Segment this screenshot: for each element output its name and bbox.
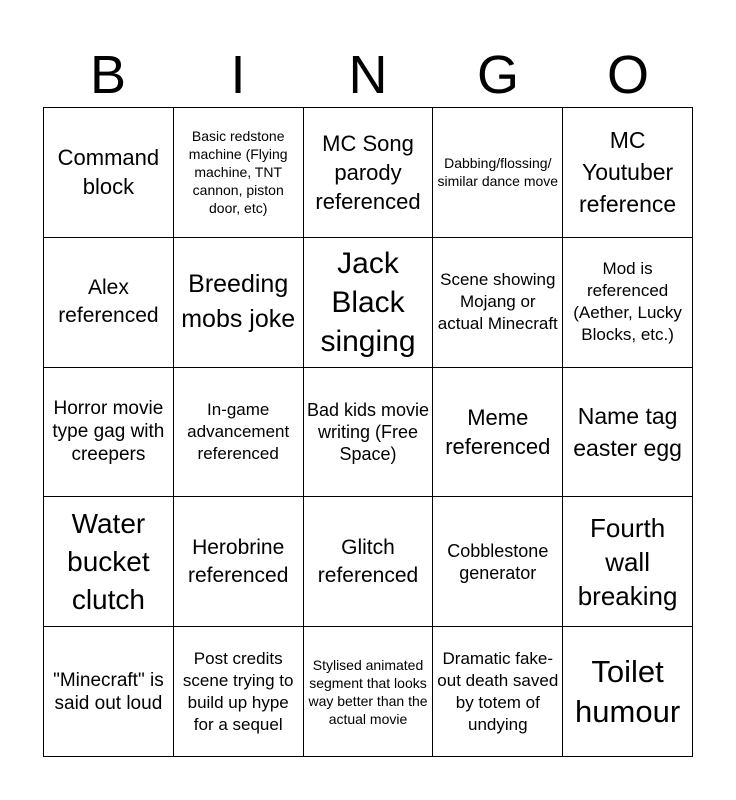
cell-text: Command block: [57, 145, 160, 200]
cell-text: Water bucket clutch: [67, 507, 150, 615]
bingo-cell[interactable]: [174, 108, 304, 238]
cell-text: Mod is referenced (Aether, Lucky Blocks, etc.): [573, 259, 682, 345]
cell-text: MC Song parody referenced: [315, 130, 421, 214]
bingo-grid: [43, 107, 693, 757]
bingo-cell[interactable]: [44, 368, 174, 498]
cell-text: In-game advancement referenced: [187, 399, 290, 463]
bingo-cell[interactable]: [433, 497, 563, 627]
bingo-cell[interactable]: [174, 368, 304, 498]
bingo-header: [43, 44, 693, 106]
cell-text: Dramatic fake-out death saved by totem of undying: [437, 648, 559, 734]
cell-text: Scene showing Mojang or actual Minecraft: [437, 270, 558, 334]
cell-text: Fourth wall breaking: [577, 512, 678, 611]
cell-text: Name tag easter egg: [573, 402, 682, 461]
header-letter-i: I: [230, 45, 246, 105]
bingo-cell[interactable]: [304, 368, 434, 498]
bingo-cell[interactable]: [433, 238, 563, 368]
cell-text: "Minecraft" is said out loud: [53, 669, 164, 714]
bingo-cell[interactable]: [44, 108, 174, 238]
header-letter-n: N: [348, 45, 388, 105]
cell-text: Glitch referenced: [317, 535, 419, 587]
cell-text: Herobrine referenced: [187, 535, 289, 587]
bingo-cell[interactable]: [44, 627, 174, 757]
bingo-cell[interactable]: [304, 108, 434, 238]
bingo-cell[interactable]: [433, 368, 563, 498]
cell-text: Bad kids movie writing (Free Space): [306, 399, 430, 464]
bingo-cell[interactable]: [174, 627, 304, 757]
bingo-cell[interactable]: [563, 368, 693, 498]
bingo-cell[interactable]: [563, 627, 693, 757]
bingo-cell[interactable]: [304, 497, 434, 627]
bingo-cell[interactable]: [563, 497, 693, 627]
cell-text: Dabbing/flossing/ similar dance move: [437, 155, 559, 190]
bingo-cell[interactable]: [44, 497, 174, 627]
bingo-cell[interactable]: [304, 238, 434, 368]
bingo-cell[interactable]: [44, 238, 174, 368]
cell-text: MC Youtuber reference: [579, 127, 677, 218]
cell-text: Horror movie type gag with creepers: [52, 398, 165, 466]
cell-text: Stylised animated segment that looks way better than the actual movie: [308, 656, 428, 727]
header-letter-g: G: [476, 45, 519, 105]
bingo-cell[interactable]: [433, 627, 563, 757]
cell-text: Basic redstone machine (Flying machine, TNT cannon, piston door, etc): [188, 128, 288, 217]
bingo-cell[interactable]: [304, 627, 434, 757]
header-letter-o: O: [606, 45, 649, 105]
cell-text: Jack Black singing: [320, 246, 416, 358]
bingo-cell[interactable]: [563, 108, 693, 238]
cell-text: Cobblestone generator: [447, 540, 549, 583]
cell-text: Toilet humour: [575, 653, 681, 729]
bingo-cell[interactable]: [174, 497, 304, 627]
bingo-cell[interactable]: [433, 108, 563, 238]
cell-text: Meme referenced: [445, 404, 551, 459]
cell-text: Breeding mobs joke: [181, 270, 296, 334]
cell-text: Post credits scene trying to build up hype for a sequel: [182, 648, 294, 734]
header-letter-b: B: [89, 45, 127, 105]
bingo-cell[interactable]: [174, 238, 304, 368]
cell-text: Alex referenced: [58, 276, 159, 328]
bingo-cell[interactable]: [563, 238, 693, 368]
